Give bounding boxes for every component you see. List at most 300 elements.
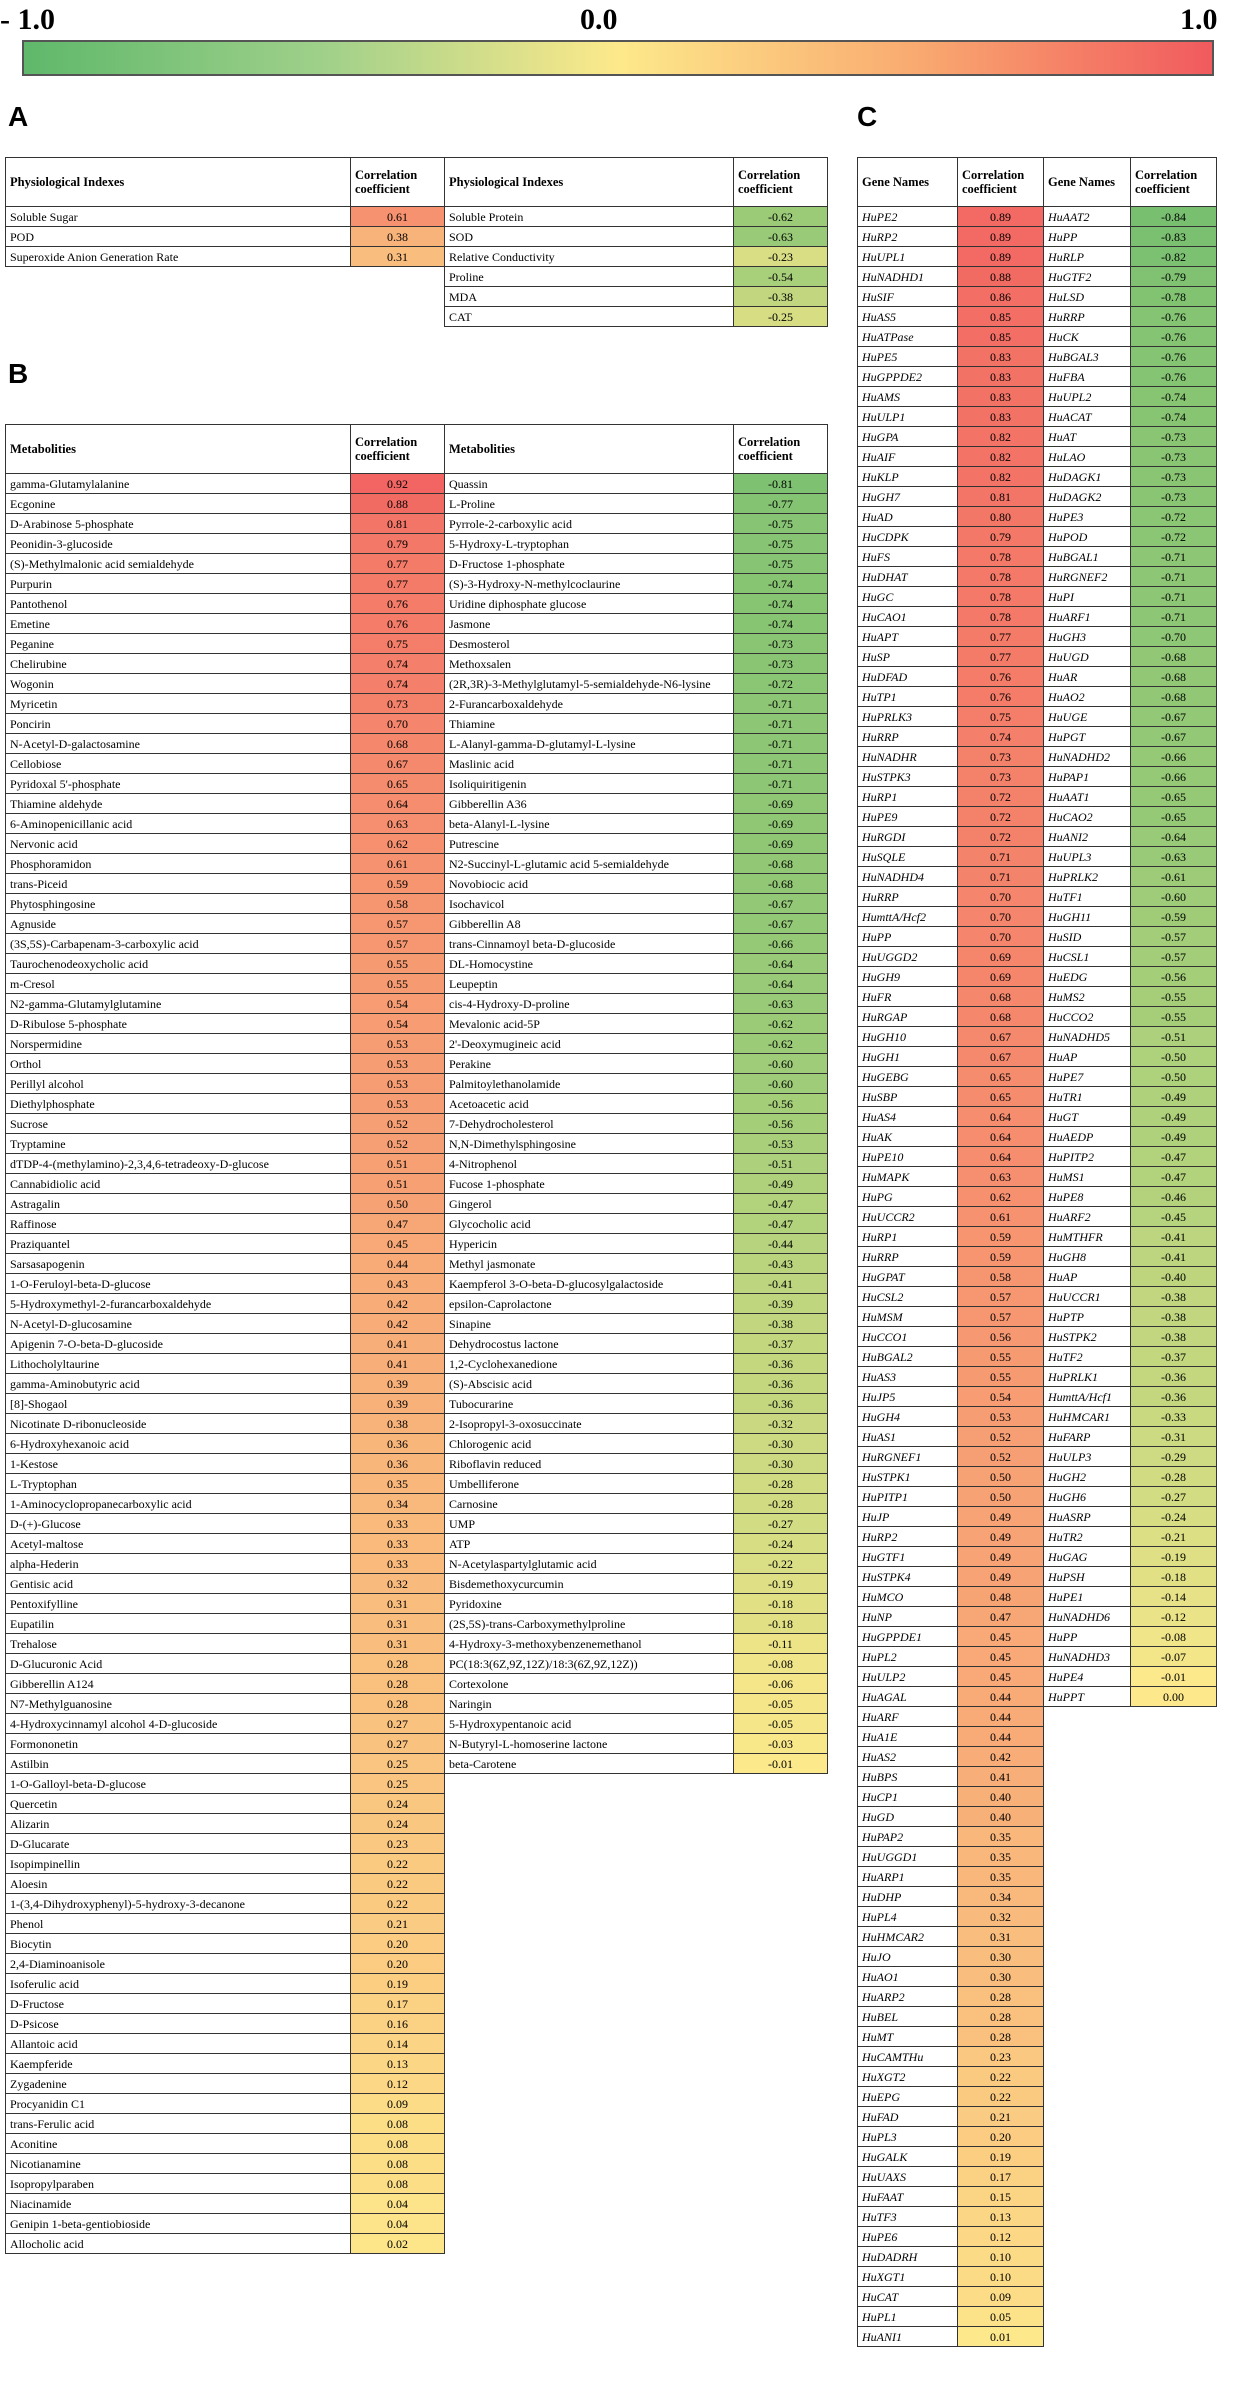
- empty-cell: [1131, 2167, 1217, 2187]
- item-name: HuRRP: [858, 727, 958, 747]
- corr-value: -0.76: [1131, 307, 1217, 327]
- corr-value: -0.47: [734, 1214, 828, 1234]
- item-name: HuMAPK: [858, 1167, 958, 1187]
- table-row: [858, 1527, 1217, 1547]
- table-row: [858, 1547, 1217, 1567]
- item-name: HuGPA: [858, 427, 958, 447]
- item-name: HuSID: [1044, 927, 1131, 947]
- table-row: [858, 1607, 1217, 1627]
- table-row: [6, 914, 828, 934]
- empty-cell: [1044, 2167, 1131, 2187]
- corr-value: 0.82: [958, 427, 1044, 447]
- item-name: HuGH9: [858, 967, 958, 987]
- corr-value: -0.76: [1131, 347, 1217, 367]
- empty-cell: [445, 1814, 734, 1834]
- item-name: HuPITP2: [1044, 1147, 1131, 1167]
- corr-value: 0.08: [351, 2154, 445, 2174]
- table-row: [6, 1414, 828, 1434]
- item-name: HuTF1: [1044, 887, 1131, 907]
- table-row: [6, 1734, 828, 1754]
- empty-cell: [1044, 1907, 1131, 1927]
- corr-value: 0.28: [351, 1654, 445, 1674]
- corr-value: -0.40: [1131, 1267, 1217, 1287]
- corr-value: 0.36: [351, 1434, 445, 1454]
- corr-value: 0.44: [351, 1254, 445, 1274]
- empty-cell: [1044, 2247, 1131, 2267]
- item-name: D-(+)-Glucose: [6, 1514, 351, 1534]
- corr-value: 0.69: [958, 947, 1044, 967]
- corr-value: 0.65: [958, 1067, 1044, 1087]
- corr-value: -0.38: [734, 1314, 828, 1334]
- corr-value: 0.73: [958, 747, 1044, 767]
- corr-value: -0.14: [1131, 1587, 1217, 1607]
- table-row: [858, 1307, 1217, 1327]
- empty-cell: [1131, 1747, 1217, 1767]
- corr-value: -0.49: [734, 1174, 828, 1194]
- empty-cell: [1131, 1907, 1217, 1927]
- empty-cell: [445, 2174, 734, 2194]
- corr-value: -0.73: [734, 654, 828, 674]
- corr-value: 0.76: [351, 614, 445, 634]
- empty-cell: [1044, 1787, 1131, 1807]
- empty-cell: [351, 267, 445, 287]
- table-row: [858, 1067, 1217, 1087]
- item-name: Proline: [445, 267, 734, 287]
- corr-value: 0.59: [958, 1227, 1044, 1247]
- table-row: [6, 247, 828, 267]
- table-row: [6, 1394, 828, 1414]
- table-row: [858, 2087, 1217, 2107]
- item-name: 2-Furancarboxaldehyde: [445, 694, 734, 714]
- table-row: [858, 1127, 1217, 1147]
- item-name: epsilon-Caprolactone: [445, 1294, 734, 1314]
- corr-value: -0.50: [1131, 1047, 1217, 1067]
- item-name: trans-Cinnamoyl beta-D-glucoside: [445, 934, 734, 954]
- table-row: [6, 854, 828, 874]
- item-name: Soluble Sugar: [6, 207, 351, 227]
- item-name: L-Proline: [445, 494, 734, 514]
- corr-value: -0.70: [1131, 627, 1217, 647]
- empty-cell: [734, 1814, 828, 1834]
- item-name: HuCAT: [858, 2287, 958, 2307]
- corr-value: 0.57: [958, 1307, 1044, 1327]
- item-name: Procyanidin C1: [6, 2094, 351, 2114]
- table-row: [6, 874, 828, 894]
- corr-value: -0.67: [734, 894, 828, 914]
- corr-value: 0.40: [958, 1787, 1044, 1807]
- item-name: POD: [6, 227, 351, 247]
- table-row: [858, 1667, 1217, 1687]
- corr-value: 0.85: [958, 307, 1044, 327]
- empty-cell: [1131, 1947, 1217, 1967]
- table-row: [6, 1934, 828, 1954]
- corr-value: -0.62: [734, 1034, 828, 1054]
- table-row: [6, 1534, 828, 1554]
- item-name: (S)-3-Hydroxy-N-methylcoclaurine: [445, 574, 734, 594]
- item-name: HuMS2: [1044, 987, 1131, 1007]
- item-name: HuPI: [1044, 587, 1131, 607]
- empty-cell: [1131, 2027, 1217, 2047]
- corr-value: 0.89: [958, 207, 1044, 227]
- item-name: HuSTPK1: [858, 1467, 958, 1487]
- table-row: [858, 1327, 1217, 1347]
- empty-cell: [1131, 2007, 1217, 2027]
- corr-value: 0.76: [958, 687, 1044, 707]
- item-name: Orthol: [6, 1054, 351, 1074]
- item-name: HuAMS: [858, 387, 958, 407]
- table-row: [858, 1087, 1217, 1107]
- corr-value: -0.71: [734, 754, 828, 774]
- corr-value: -0.72: [734, 674, 828, 694]
- table-row: [858, 1107, 1217, 1127]
- corr-value: 0.49: [958, 1527, 1044, 1547]
- item-name: HuPRLK3: [858, 707, 958, 727]
- table-row: [858, 907, 1217, 927]
- corr-value: 0.42: [351, 1314, 445, 1334]
- empty-cell: [734, 1854, 828, 1874]
- corr-value: -0.79: [1131, 267, 1217, 287]
- table-row: [858, 1247, 1217, 1267]
- empty-cell: [734, 2214, 828, 2234]
- empty-cell: [445, 2014, 734, 2034]
- table-row: [6, 474, 828, 494]
- empty-cell: [1131, 2147, 1217, 2167]
- item-name: Bisdemethoxycurcumin: [445, 1574, 734, 1594]
- empty-cell: [1044, 2087, 1131, 2107]
- empty-cell: [734, 2194, 828, 2214]
- item-name: beta-Alanyl-L-lysine: [445, 814, 734, 834]
- corr-value: -0.36: [1131, 1367, 1217, 1387]
- item-name: HuCP1: [858, 1787, 958, 1807]
- table-row: [6, 1674, 828, 1694]
- table-row: [858, 1847, 1217, 1867]
- item-name: HuNADHR: [858, 747, 958, 767]
- corr-value: -0.25: [734, 307, 828, 327]
- item-name: HuHMCAR1: [1044, 1407, 1131, 1427]
- empty-cell: [1044, 2227, 1131, 2247]
- table-row: [858, 327, 1217, 347]
- empty-cell: [1131, 1847, 1217, 1867]
- item-name: HuGPPDE1: [858, 1627, 958, 1647]
- corr-value: 0.53: [958, 1407, 1044, 1427]
- col-header-corr-left: Correlation coefficient: [958, 158, 1044, 207]
- empty-cell: [1131, 2247, 1217, 2267]
- panel-c-table: [857, 157, 1217, 2347]
- item-name: Umbelliferone: [445, 1474, 734, 1494]
- item-name: HuMS1: [1044, 1167, 1131, 1187]
- table-row: [6, 1134, 828, 1154]
- table-row: [858, 207, 1217, 227]
- item-name: Taurochenodeoxycholic acid: [6, 954, 351, 974]
- table-row: [6, 2074, 828, 2094]
- corr-value: -0.28: [734, 1494, 828, 1514]
- item-name: HuGH7: [858, 487, 958, 507]
- empty-cell: [734, 1874, 828, 1894]
- corr-value: -0.36: [734, 1394, 828, 1414]
- corr-value: -0.18: [734, 1614, 828, 1634]
- table-row: [6, 634, 828, 654]
- corr-value: 0.24: [351, 1794, 445, 1814]
- corr-value: -0.66: [734, 934, 828, 954]
- item-name: 5-Hydroxymethyl-2-furancarboxaldehyde: [6, 1294, 351, 1314]
- corr-value: 0.92: [351, 474, 445, 494]
- corr-value: 0.42: [958, 1747, 1044, 1767]
- item-name: HuGPAT: [858, 1267, 958, 1287]
- table-row: [6, 1574, 828, 1594]
- corr-value: 0.64: [958, 1147, 1044, 1167]
- table-row: [858, 1367, 1217, 1387]
- item-name: HuPOD: [1044, 527, 1131, 547]
- corr-value: -0.64: [734, 974, 828, 994]
- item-name: Eupatilin: [6, 1614, 351, 1634]
- table-row: [858, 1647, 1217, 1667]
- item-name: HumttA/Hcf1: [1044, 1387, 1131, 1407]
- item-name: (2S,5S)-trans-Carboxymethylproline: [445, 1614, 734, 1634]
- item-name: HuCAO1: [858, 607, 958, 627]
- item-name: Gibberellin A36: [445, 794, 734, 814]
- corr-value: -0.47: [1131, 1147, 1217, 1167]
- empty-cell: [1044, 2067, 1131, 2087]
- table-row: [858, 1707, 1217, 1727]
- item-name: HuARF2: [1044, 1207, 1131, 1227]
- item-name: HuAK: [858, 1127, 958, 1147]
- item-name: HuFAD: [858, 2107, 958, 2127]
- empty-cell: [445, 2034, 734, 2054]
- empty-cell: [1044, 1947, 1131, 1967]
- item-name: HuBGAL1: [1044, 547, 1131, 567]
- table-row: [858, 227, 1217, 247]
- corr-value: -0.27: [734, 1514, 828, 1534]
- table-row: [858, 447, 1217, 467]
- corr-value: -0.28: [1131, 1467, 1217, 1487]
- empty-cell: [1044, 1827, 1131, 1847]
- corr-value: 0.83: [958, 407, 1044, 427]
- empty-cell: [1044, 2147, 1131, 2167]
- corr-value: -0.19: [734, 1574, 828, 1594]
- corr-value: 0.45: [958, 1627, 1044, 1647]
- corr-value: -0.60: [1131, 887, 1217, 907]
- corr-value: -0.83: [1131, 227, 1217, 247]
- item-name: Quassin: [445, 474, 734, 494]
- corr-value: -0.63: [1131, 847, 1217, 867]
- table-row: [6, 1334, 828, 1354]
- empty-cell: [734, 1954, 828, 1974]
- corr-value: 0.89: [958, 227, 1044, 247]
- item-name: HuNADHD5: [1044, 1027, 1131, 1047]
- empty-cell: [734, 2134, 828, 2154]
- corr-value: -0.51: [734, 1154, 828, 1174]
- corr-value: -0.33: [1131, 1407, 1217, 1427]
- item-name: HuPRLK1: [1044, 1367, 1131, 1387]
- corr-value: 0.33: [351, 1554, 445, 1574]
- item-name: Isopimpinellin: [6, 1854, 351, 1874]
- empty-cell: [445, 2114, 734, 2134]
- corr-value: 0.10: [958, 2267, 1044, 2287]
- empty-cell: [1044, 1847, 1131, 1867]
- table-row: [6, 1654, 828, 1674]
- item-name: HuMSM: [858, 1307, 958, 1327]
- corr-value: 0.17: [958, 2167, 1044, 2187]
- table-row: [6, 574, 828, 594]
- table-row: [6, 287, 828, 307]
- corr-value: 0.32: [958, 1907, 1044, 1927]
- corr-value: 0.78: [958, 547, 1044, 567]
- corr-value: 0.62: [958, 1187, 1044, 1207]
- corr-value: -0.63: [734, 227, 828, 247]
- table-row: [858, 1867, 1217, 1887]
- corr-value: 0.74: [958, 727, 1044, 747]
- corr-value: -0.75: [734, 514, 828, 534]
- item-name: HuBGAL3: [1044, 347, 1131, 367]
- corr-value: 0.34: [351, 1494, 445, 1514]
- corr-value: 0.41: [351, 1334, 445, 1354]
- item-name: HuCDPK: [858, 527, 958, 547]
- table-row: [6, 1694, 828, 1714]
- empty-cell: [6, 267, 351, 287]
- table-row: [858, 807, 1217, 827]
- table-row: [6, 834, 828, 854]
- corr-value: 0.13: [958, 2207, 1044, 2227]
- corr-value: -0.71: [1131, 547, 1217, 567]
- item-name: HuA1E: [858, 1727, 958, 1747]
- item-name: HuANI1: [858, 2327, 958, 2347]
- item-name: HuNADHD3: [1044, 1647, 1131, 1667]
- corr-value: 0.14: [351, 2034, 445, 2054]
- corr-value: -0.72: [1131, 527, 1217, 547]
- item-name: Apigenin 7-O-beta-D-glucoside: [6, 1334, 351, 1354]
- item-name: Soluble Protein: [445, 207, 734, 227]
- empty-cell: [445, 1994, 734, 2014]
- corr-value: 0.89: [958, 247, 1044, 267]
- table-row: [6, 494, 828, 514]
- corr-value: 0.21: [958, 2107, 1044, 2127]
- corr-value: -0.05: [734, 1714, 828, 1734]
- corr-value: -0.73: [1131, 467, 1217, 487]
- item-name: HuFBA: [1044, 367, 1131, 387]
- item-name: HuARF: [858, 1707, 958, 1727]
- table-row: [858, 1007, 1217, 1027]
- item-name: Kaempferol 3-O-beta-D-glucosylgalactoside: [445, 1274, 734, 1294]
- item-name: Niacinamide: [6, 2194, 351, 2214]
- col-header-corr-right: Correlation coefficient: [1131, 158, 1217, 207]
- item-name: HuNADHD4: [858, 867, 958, 887]
- corr-value: 0.25: [351, 1774, 445, 1794]
- table-row: [6, 1454, 828, 1474]
- col-header-name-left: Physiological Indexes: [6, 158, 351, 207]
- item-name: HuFS: [858, 547, 958, 567]
- item-name: Alizarin: [6, 1814, 351, 1834]
- item-name: HuAIF: [858, 447, 958, 467]
- item-name: HuPL2: [858, 1647, 958, 1667]
- corr-value: 0.50: [958, 1487, 1044, 1507]
- table-row: [858, 1987, 1217, 2007]
- corr-value: 0.12: [958, 2227, 1044, 2247]
- corr-value: 0.23: [351, 1834, 445, 1854]
- table-row: [6, 1714, 828, 1734]
- corr-value: -0.51: [1131, 1027, 1217, 1047]
- table-row: [6, 2014, 828, 2034]
- corr-value: 0.30: [958, 1947, 1044, 1967]
- table-row: [6, 534, 828, 554]
- item-name: HuULP1: [858, 407, 958, 427]
- corr-value: -0.67: [1131, 727, 1217, 747]
- item-name: Trehalose: [6, 1634, 351, 1654]
- empty-cell: [734, 1934, 828, 1954]
- panel-a-table: [5, 157, 828, 327]
- corr-value: -0.61: [1131, 867, 1217, 887]
- corr-value: 0.27: [351, 1734, 445, 1754]
- item-name: HuSIF: [858, 287, 958, 307]
- corr-value: -0.68: [1131, 687, 1217, 707]
- item-name: D-Psicose: [6, 2014, 351, 2034]
- empty-cell: [734, 2154, 828, 2174]
- item-name: HuULP2: [858, 1667, 958, 1687]
- table-row: [858, 1487, 1217, 1507]
- table-row: [858, 547, 1217, 567]
- item-name: HuGAG: [1044, 1547, 1131, 1567]
- empty-cell: [445, 1874, 734, 1894]
- table-row: [858, 1227, 1217, 1247]
- corr-value: -0.63: [734, 994, 828, 1014]
- item-name: 1-Kestose: [6, 1454, 351, 1474]
- item-name: HuCAO2: [1044, 807, 1131, 827]
- empty-cell: [1131, 1727, 1217, 1747]
- corr-value: 0.52: [958, 1427, 1044, 1447]
- empty-cell: [734, 1774, 828, 1794]
- item-name: HuHMCAR2: [858, 1927, 958, 1947]
- corr-value: -0.36: [1131, 1387, 1217, 1407]
- item-name: HuAPT: [858, 627, 958, 647]
- empty-cell: [734, 2174, 828, 2194]
- table-row: [858, 2007, 1217, 2027]
- item-name: 1-O-Feruloyl-beta-D-glucose: [6, 1274, 351, 1294]
- empty-cell: [1044, 2207, 1131, 2227]
- table-row: [858, 407, 1217, 427]
- corr-value: -0.71: [734, 774, 828, 794]
- item-name: Emetine: [6, 614, 351, 634]
- corr-value: 0.35: [351, 1474, 445, 1494]
- corr-value: 0.58: [351, 894, 445, 914]
- item-name: Phenol: [6, 1914, 351, 1934]
- item-name: Cellobiose: [6, 754, 351, 774]
- corr-value: -0.44: [734, 1234, 828, 1254]
- empty-cell: [1044, 1987, 1131, 2007]
- table-row: [858, 1947, 1217, 1967]
- panel-c-label: C: [857, 101, 878, 132]
- empty-cell: [1044, 1887, 1131, 1907]
- corr-value: 0.01: [958, 2327, 1044, 2347]
- item-name: HuAAT1: [1044, 787, 1131, 807]
- empty-cell: [1044, 2267, 1131, 2287]
- table-row: [858, 2167, 1217, 2187]
- corr-value: -0.38: [1131, 1327, 1217, 1347]
- item-name: HuUAXS: [858, 2167, 958, 2187]
- table-row: [858, 2107, 1217, 2127]
- corr-value: 0.16: [351, 2014, 445, 2034]
- corr-value: -0.68: [1131, 647, 1217, 667]
- corr-value: 0.70: [958, 887, 1044, 907]
- corr-value: -0.28: [734, 1474, 828, 1494]
- corr-value: 0.76: [958, 667, 1044, 687]
- empty-cell: [1044, 1707, 1131, 1727]
- corr-value: 0.25: [351, 1754, 445, 1774]
- item-name: N2-gamma-Glutamylglutamine: [6, 994, 351, 1014]
- item-name: HuPSH: [1044, 1567, 1131, 1587]
- corr-value: 0.45: [958, 1667, 1044, 1687]
- corr-value: 0.38: [351, 227, 445, 247]
- corr-value: -0.08: [734, 1654, 828, 1674]
- item-name: HuULP3: [1044, 1447, 1131, 1467]
